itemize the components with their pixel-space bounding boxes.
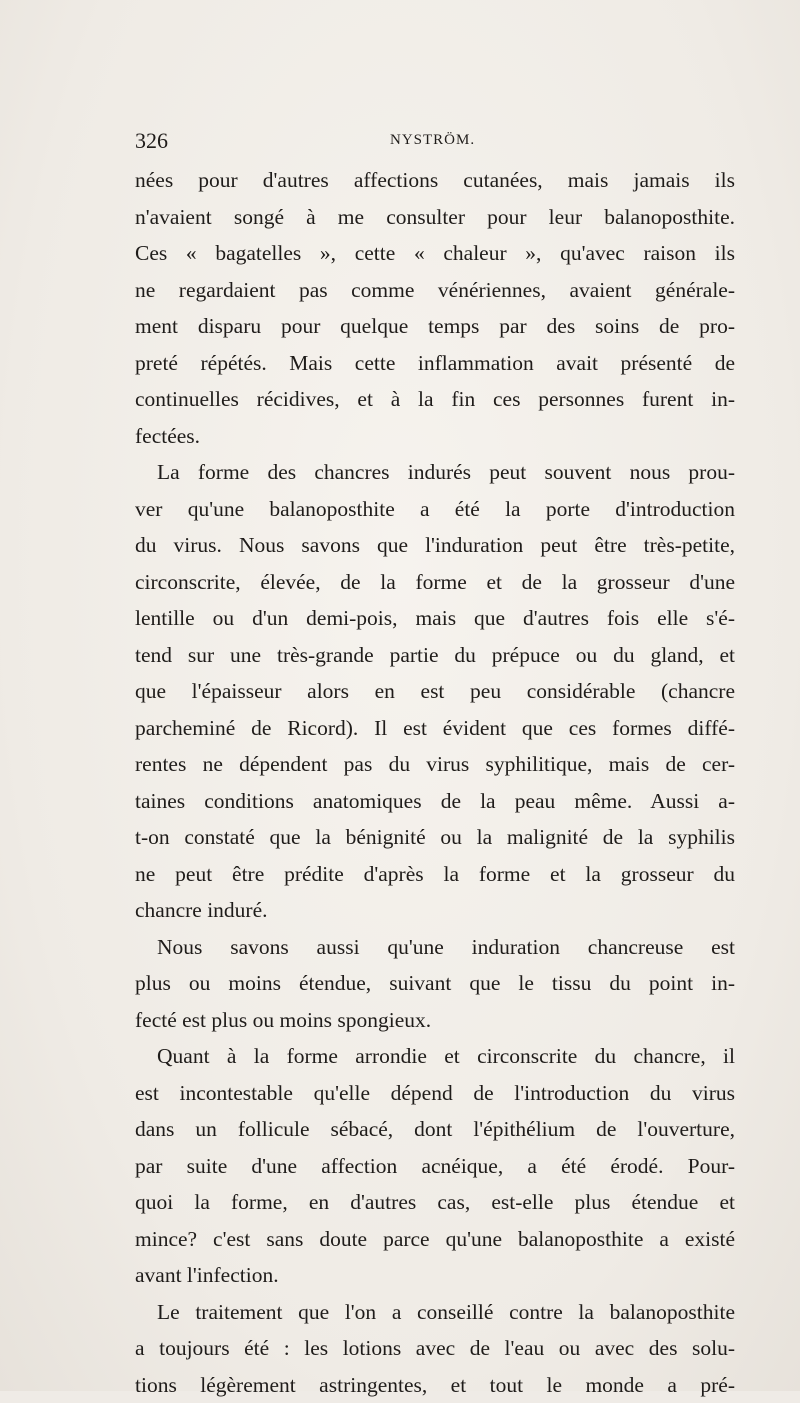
text-line: Ces « bagatelles », cette « chaleur », qu'avec raison ils xyxy=(135,235,735,272)
text-line: mince? c'est sans doute parce qu'une balanoposthite a existé xyxy=(135,1221,735,1258)
text-line: lentille ou d'un demi-pois, mais que d'autres fois elle s'é- xyxy=(135,600,735,637)
page-number: 326 xyxy=(135,128,168,154)
text-line: circonscrite, élevée, de la forme et de la grosseur d'une xyxy=(135,564,735,601)
text-line: taines conditions anatomiques de la peau même. Aussi a- xyxy=(135,783,735,820)
text-line: ne regardaient pas comme vénériennes, avaient générale- xyxy=(135,272,735,309)
text-line: est incontestable qu'elle dépend de l'introduction du virus xyxy=(135,1075,735,1112)
text-line: chancre induré. xyxy=(135,892,735,929)
text-line: t-on constaté que la bénignité ou la malignité de la syphilis xyxy=(135,819,735,856)
text-line: tend sur une très-grande partie du prépuce ou du gland, et xyxy=(135,637,735,674)
text-line: a toujours été : les lotions avec de l'eau ou avec des solu- xyxy=(135,1330,735,1367)
text-line: continuelles récidives, et à la fin ces personnes furent in- xyxy=(135,381,735,418)
text-line: Quant à la forme arrondie et circonscrite du chancre, il xyxy=(135,1038,735,1075)
text-line: par suite d'une affection acnéique, a été érodé. Pour- xyxy=(135,1148,735,1185)
body-text xyxy=(135,162,735,1403)
text-line: Le traitement que l'on a conseillé contre la balanoposthite xyxy=(135,1294,735,1331)
text-line: du virus. Nous savons que l'induration peut être très-petite, xyxy=(135,527,735,564)
text-line: fectées. xyxy=(135,418,735,455)
text-line: fecté est plus ou moins spongieux. xyxy=(135,1002,735,1039)
text-line: tions légèrement astringentes, et tout le monde a pré- xyxy=(135,1367,735,1403)
text-line: avant l'infection. xyxy=(135,1257,735,1294)
text-line: ment disparu pour quelque temps par des soins de pro- xyxy=(135,308,735,345)
text-line: La forme des chancres indurés peut souvent nous prou- xyxy=(135,454,735,491)
page-header xyxy=(135,128,735,158)
text-line: que l'épaisseur alors en est peu considérable (chancre xyxy=(135,673,735,710)
text-line: parcheminé de Ricord). Il est évident que ces formes diffé- xyxy=(135,710,735,747)
text-line: ne peut être prédite d'après la forme et la grosseur du xyxy=(135,856,735,893)
text-line: ver qu'une balanoposthite a été la porte d'introduction xyxy=(135,491,735,528)
text-line: preté répétés. Mais cette inflammation avait présenté de xyxy=(135,345,735,382)
text-line: n'avaient songé à me consulter pour leur balanoposthite. xyxy=(135,199,735,236)
running-head: NYSTRÖM. xyxy=(390,132,475,149)
text-line: nées pour d'autres affections cutanées, mais jamais ils xyxy=(135,162,735,199)
text-line: quoi la forme, en d'autres cas, est-elle plus étendue et xyxy=(135,1184,735,1221)
text-line: rentes ne dépendent pas du virus syphilitique, mais de cer- xyxy=(135,746,735,783)
text-line: plus ou moins étendue, suivant que le tissu du point in- xyxy=(135,965,735,1002)
text-line: Nous savons aussi qu'une induration chancreuse est xyxy=(135,929,735,966)
text-line: dans un follicule sébacé, dont l'épithélium de l'ouverture, xyxy=(135,1111,735,1148)
